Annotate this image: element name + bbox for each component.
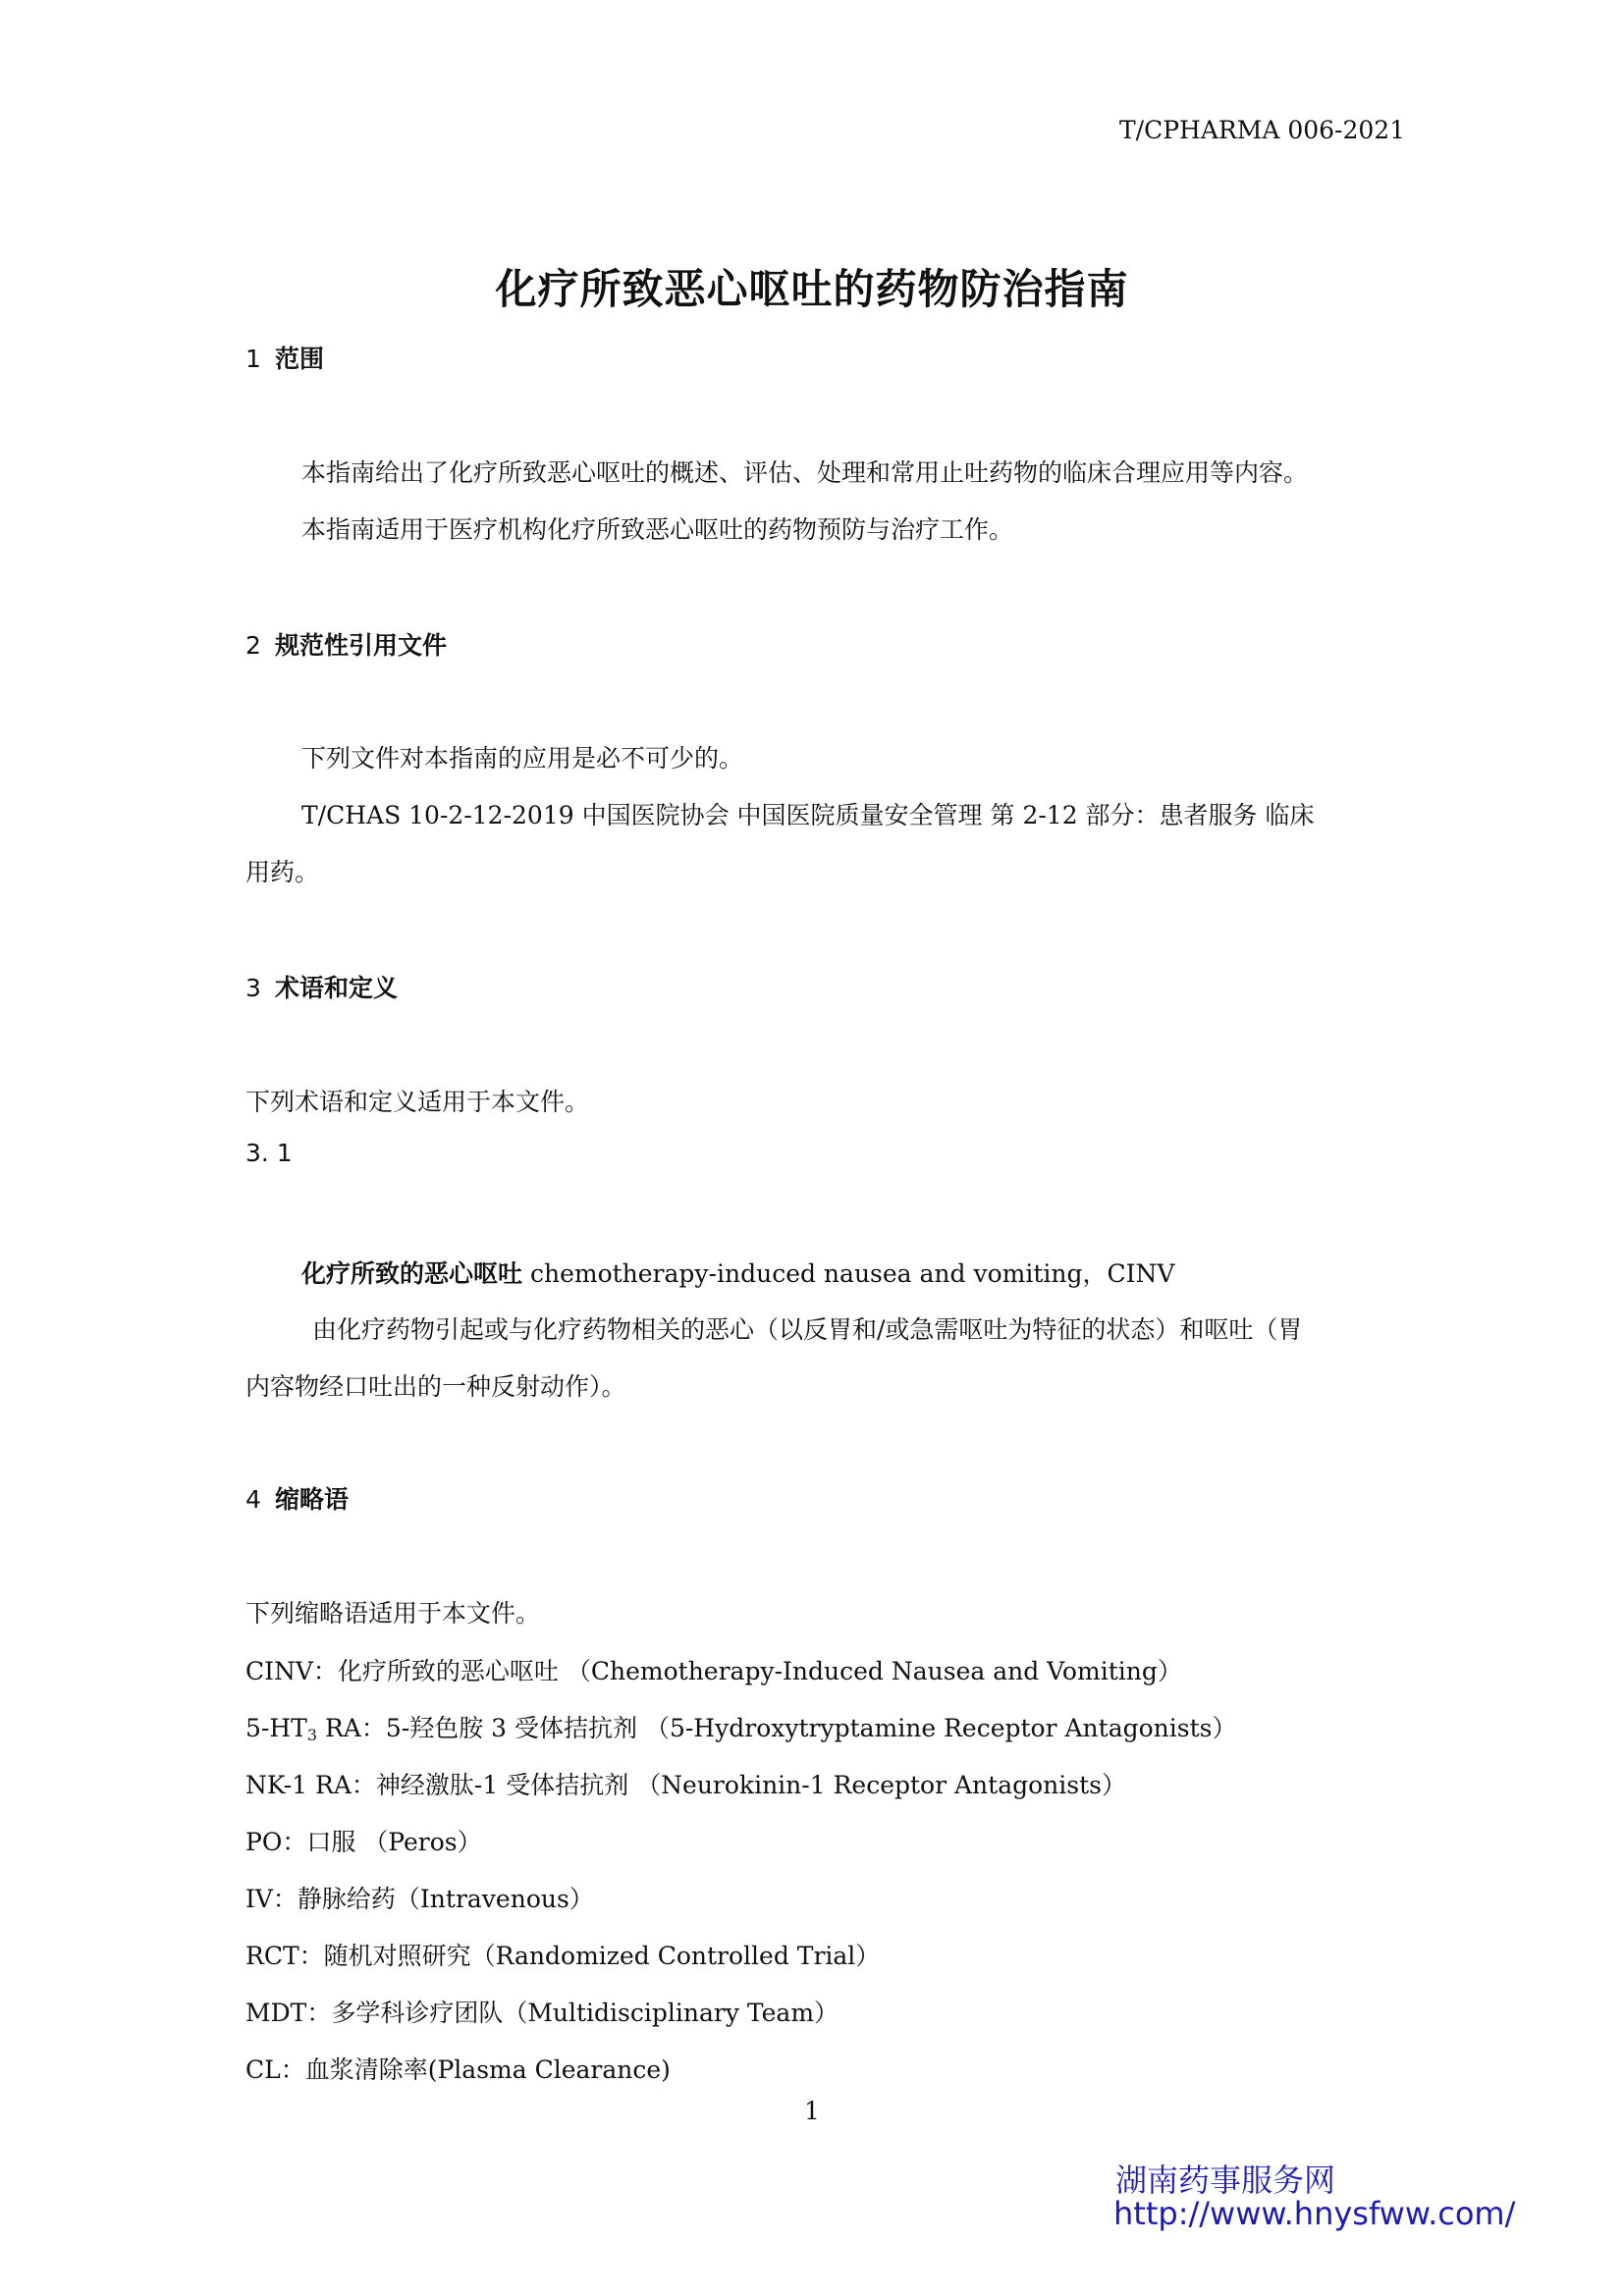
paragraph: 下列文件对本指南的应用是必不可少的。 — [301, 744, 744, 773]
section-title: 缩略语 — [275, 1485, 350, 1514]
abbreviation-item: IV：静脉给药（Intravenous） — [245, 1885, 594, 1913]
page-number: 1 — [804, 2097, 820, 2125]
paragraph: 本指南适用于医疗机构化疗所致恶心呕吐的药物预防与治疗工作。 — [301, 515, 1014, 544]
section-3-heading — [245, 969, 398, 1004]
section-title: 范围 — [275, 345, 325, 373]
definition-line: 由化疗药物引起或与化疗药物相关的恶心（以反胃和/或急需呕吐为特征的状态）和呕吐（胃 — [312, 1315, 1303, 1344]
abbreviation-item: MDT：多学科诊疗团队（Multidisciplinary Team） — [245, 1999, 839, 2027]
reference-line: 用药。 — [245, 858, 320, 886]
section-title: 术语和定义 — [275, 974, 399, 1002]
section-number: 2 — [245, 631, 261, 660]
abbreviation-item: CINV：化疗所致的恶心呕吐 （Chemotherapy-Induced Nausea and Vomiting） — [245, 1657, 1182, 1685]
section-number: 4 — [245, 1485, 261, 1514]
watermark-url[interactable]: http://www.hnysfww.com/ — [1113, 2195, 1516, 2232]
definition-line: 内容物经口吐出的一种反射动作）。 — [245, 1372, 626, 1401]
section-number: 1 — [245, 345, 261, 373]
section-number: 3 — [245, 974, 261, 1002]
section-1-heading — [245, 340, 324, 375]
section-4-heading — [245, 1480, 349, 1516]
abbreviation-item: NK-1 RA：神经激肽-1 受体拮抗剂 （Neurokinin-1 Receptor Antagonists） — [245, 1771, 1126, 1799]
reference-line: T/CHAS 10-2-12-2019 中国医院协会 中国医院质量安全管理 第 2-12 部分：患者服务 临床 — [301, 801, 1315, 829]
page-title: 化疗所致恶心呕吐的药物防治指南 — [495, 265, 1129, 313]
abbreviation-item: PO：口服 （Peros） — [245, 1828, 482, 1856]
abbreviation-item: RCT：随机对照研究（Randomized Controlled Trial） — [245, 1942, 881, 1970]
abbreviation-item — [245, 1709, 1236, 1744]
abbreviation-item: CL：血浆清除率(Plasma Clearance) — [245, 2056, 671, 2084]
term-line — [301, 1255, 1174, 1290]
subsection-number: 3. 1 — [245, 1139, 293, 1167]
section-2-heading — [245, 626, 447, 662]
paragraph: 下列术语和定义适用于本文件。 — [245, 1088, 590, 1116]
section-title: 规范性引用文件 — [275, 631, 448, 660]
abbr-rest: RA：5-羟色胺 3 受体拮抗剂 （5-Hydroxytryptamine Receptor Antagonists） — [317, 1714, 1237, 1742]
abbr-prefix: 5-HT — [245, 1714, 307, 1742]
paragraph: 下列缩略语适用于本文件。 — [245, 1599, 541, 1628]
abbr-subscript: 3 — [306, 1726, 318, 1744]
term-english: chemotherapy-induced nausea and vomiting，CINV — [522, 1259, 1175, 1288]
document-code: T/CPHARMA 006-2021 — [1119, 116, 1406, 144]
watermark-site-name: 湖南药事服务网 — [1115, 2162, 1336, 2199]
paragraph: 本指南给出了化疗所致恶心呕吐的概述、评估、处理和常用止吐药物的临床合理应用等内容。 — [301, 458, 1309, 487]
term-chinese: 化疗所致的恶心呕吐 — [301, 1259, 523, 1288]
